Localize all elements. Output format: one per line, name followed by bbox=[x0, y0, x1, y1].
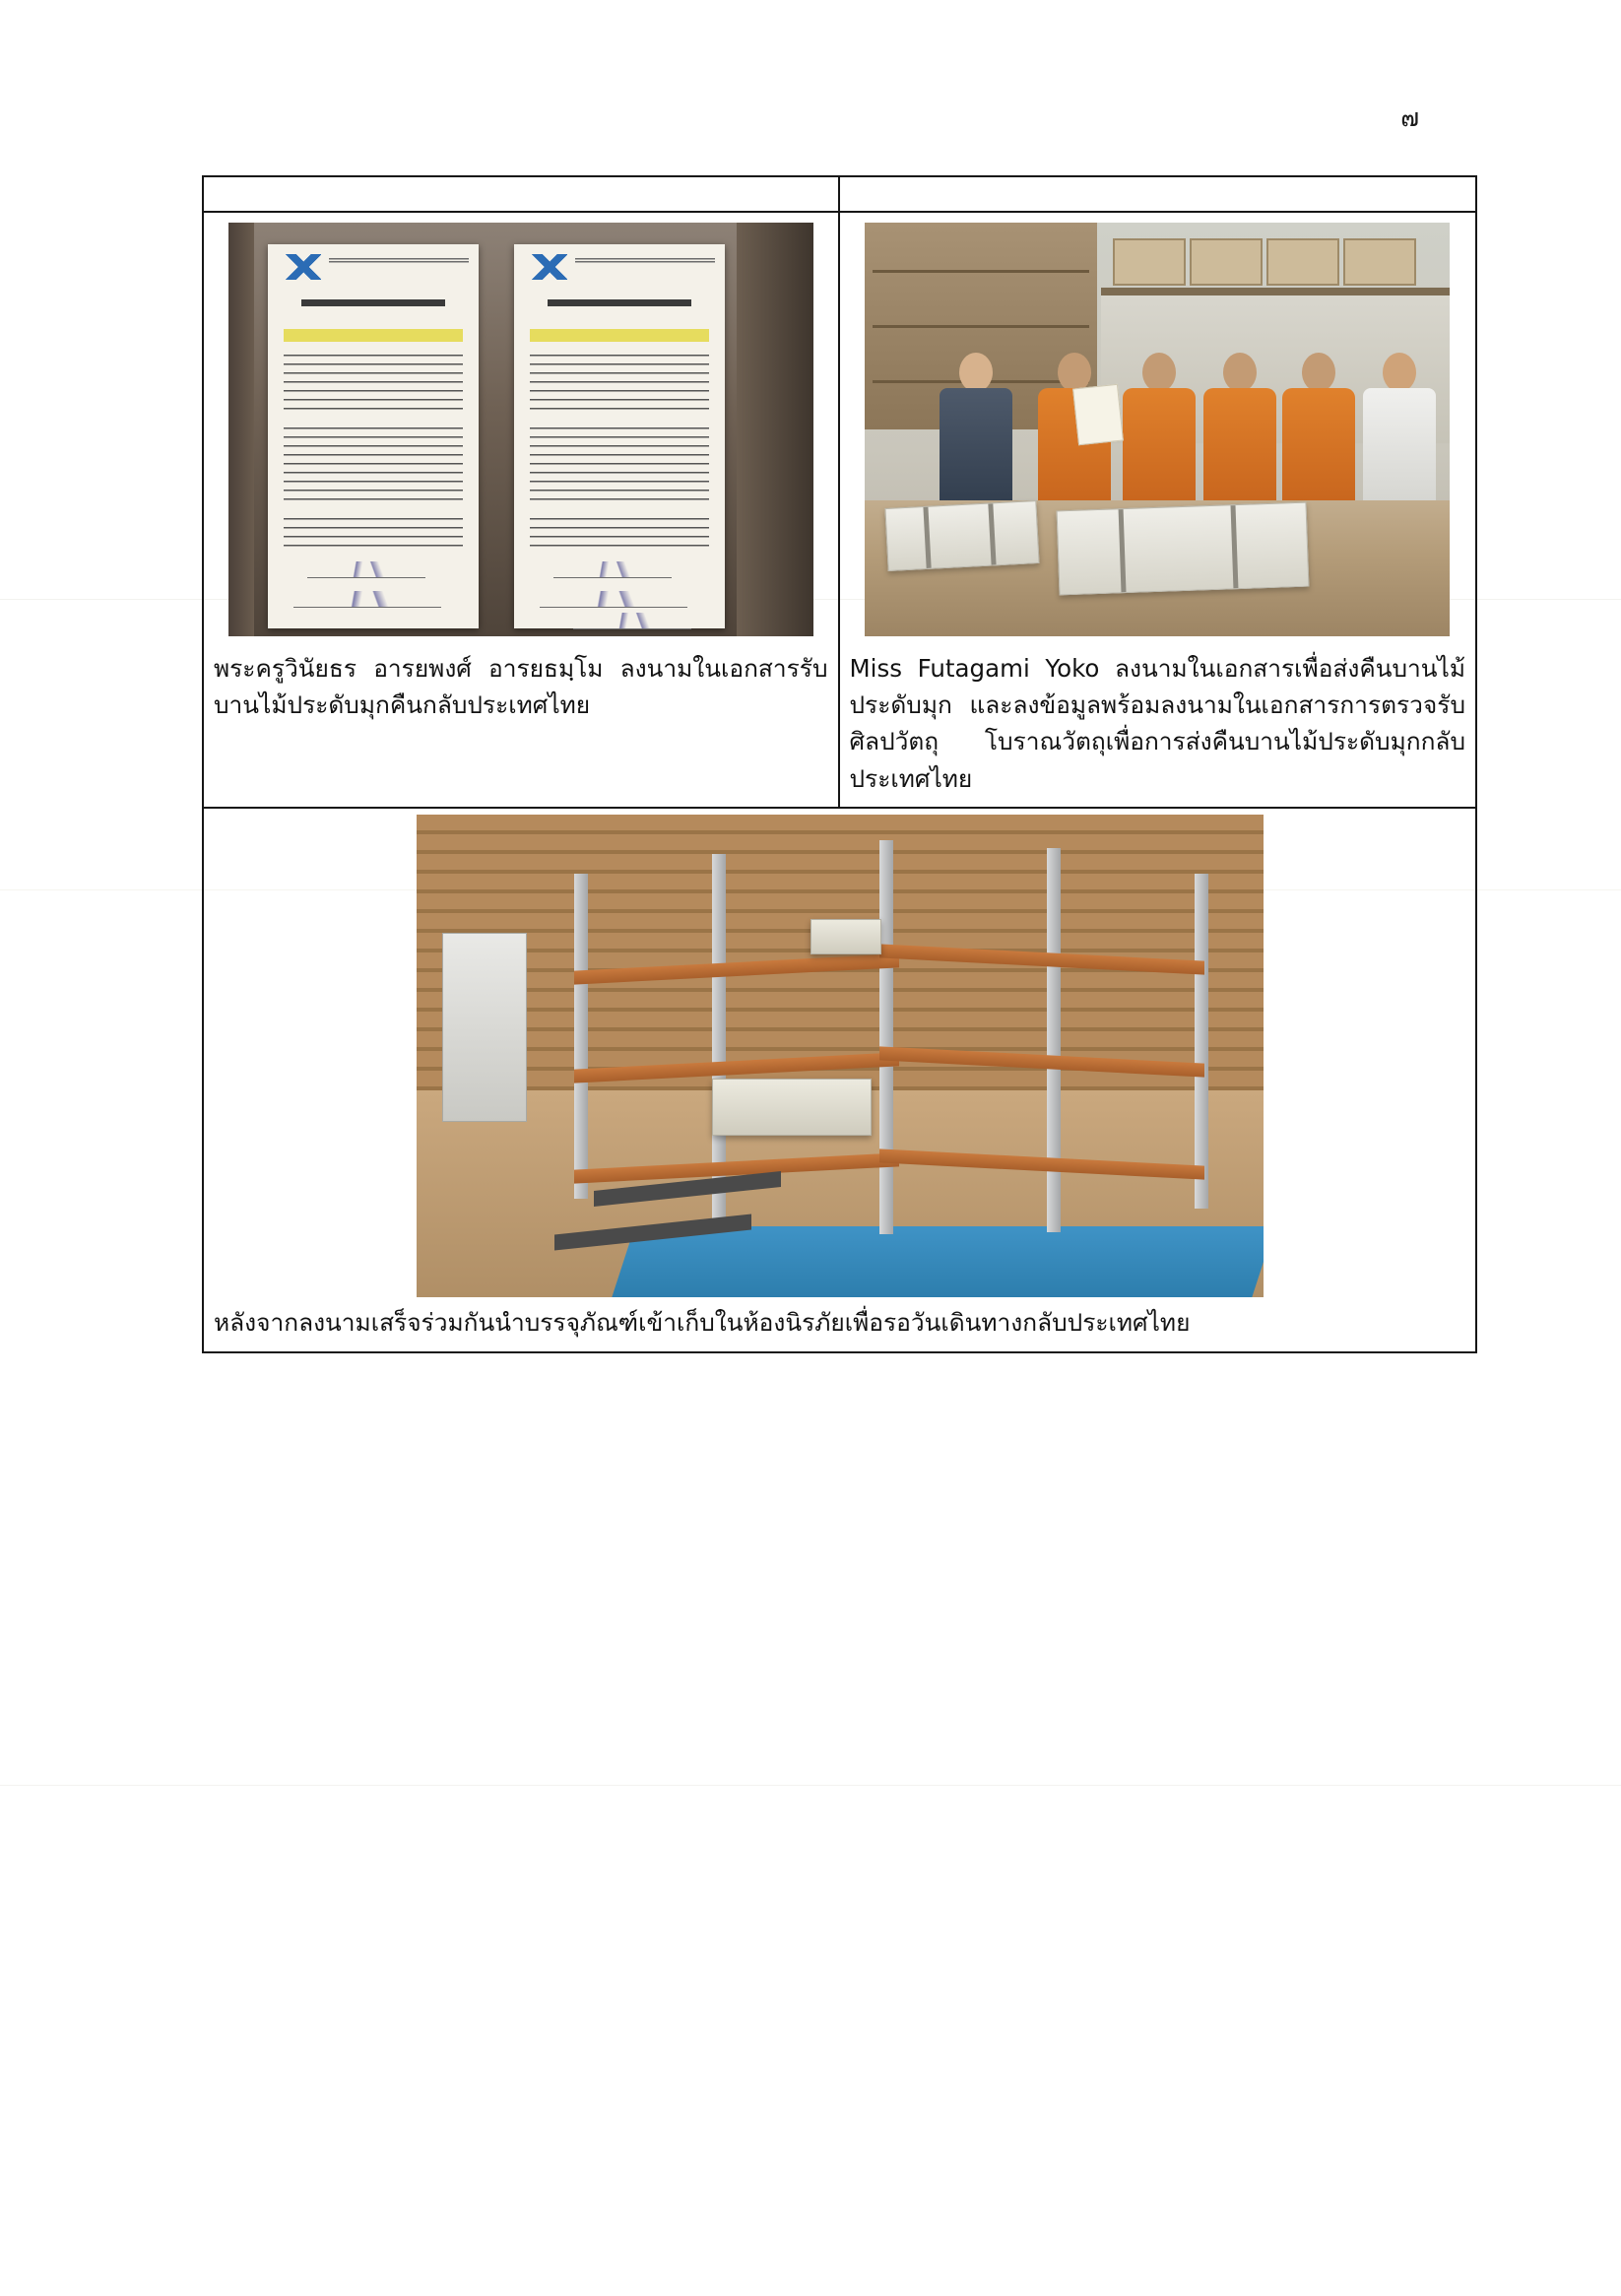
person-head bbox=[1302, 353, 1335, 392]
photo-wall-right bbox=[737, 223, 813, 636]
table-photo-row-1 bbox=[204, 213, 1475, 644]
rack-post bbox=[1047, 848, 1061, 1232]
blue-floor-mat bbox=[612, 1226, 1264, 1297]
storage-racks-photo bbox=[417, 815, 1264, 1297]
shelf-board bbox=[873, 325, 1089, 328]
package-strap bbox=[1231, 505, 1239, 588]
document-text-block bbox=[530, 518, 709, 552]
table-cell-photo-storage bbox=[204, 809, 1475, 1297]
person-monk bbox=[1203, 353, 1276, 518]
signature-mark bbox=[573, 613, 691, 629]
wrapped-package bbox=[1057, 502, 1310, 596]
caption-signing-documents: พระครูวินัยธร อารยพงศ์ อารยธมฺโม ลงนามในเอกสารรับบานไม้ประดับมุกคืนกลับประเทศไทย bbox=[204, 644, 840, 809]
document-header-text bbox=[329, 258, 469, 264]
rack-post bbox=[1195, 874, 1208, 1209]
person-monk bbox=[1282, 353, 1355, 518]
storage-box bbox=[1343, 238, 1416, 286]
caption-group-handover: Miss Futagami Yoko ลงนามในเอกสารเพื่อส่งคืนบานไม้ประดับมุก และลงข้อมูลพร้อมลงนามในเอกสารการตรวจรับศิลปวัตถุ โบราณวัตถุเพื่อการส่งคืนบานไม้ประดับมุกกลับประเทศไทย bbox=[840, 644, 1476, 809]
wrapped-package bbox=[712, 1079, 872, 1136]
document-highlight-band bbox=[530, 329, 709, 342]
person-body bbox=[1282, 388, 1355, 518]
document-highlight-band bbox=[284, 329, 463, 342]
scan-artifact-line bbox=[0, 1785, 1621, 1786]
person-man bbox=[1363, 353, 1436, 518]
signature-mark bbox=[553, 561, 672, 578]
table-top-strip-row bbox=[204, 177, 1475, 213]
signing-documents-photo bbox=[228, 223, 813, 636]
storage-box bbox=[1113, 238, 1186, 286]
person-head bbox=[1223, 353, 1257, 392]
document-text-block bbox=[530, 355, 709, 414]
table-caption-row-1 bbox=[204, 644, 1475, 809]
signature-mark bbox=[307, 561, 425, 578]
document-sheet-left bbox=[268, 244, 479, 628]
document-text-block bbox=[284, 518, 463, 552]
page-number: ๗ bbox=[1400, 103, 1419, 132]
equipment-cabinet bbox=[442, 933, 527, 1122]
organization-logo-icon bbox=[282, 254, 321, 280]
table-top-strip-left bbox=[204, 177, 840, 213]
signature-mark bbox=[540, 591, 687, 608]
wrapped-package bbox=[885, 500, 1040, 571]
package-strap bbox=[989, 503, 997, 564]
organization-logo-icon bbox=[528, 254, 567, 280]
photo-caption-table bbox=[202, 175, 1477, 1353]
person-body bbox=[1123, 388, 1196, 518]
signature-mark bbox=[293, 591, 441, 608]
document-text-block bbox=[284, 427, 463, 504]
held-document bbox=[1072, 384, 1124, 445]
document-sheet-right bbox=[514, 244, 725, 628]
storage-box bbox=[1190, 238, 1263, 286]
table-photo-row-2 bbox=[204, 809, 1475, 1297]
document-text-block bbox=[530, 427, 709, 504]
rack-post bbox=[574, 874, 588, 1199]
package-strap bbox=[1119, 509, 1127, 592]
storage-box bbox=[1266, 238, 1339, 286]
upper-shelf-board bbox=[1101, 288, 1450, 295]
person-body bbox=[940, 388, 1012, 518]
person-woman bbox=[940, 353, 1012, 518]
document-header-text bbox=[575, 258, 715, 264]
person-head bbox=[1383, 353, 1416, 392]
group-monks-handover-photo bbox=[865, 223, 1450, 636]
table-top-strip-right bbox=[840, 177, 1476, 213]
person-head bbox=[959, 353, 993, 392]
person-monk bbox=[1123, 353, 1196, 518]
package-strap bbox=[924, 507, 932, 568]
person-body bbox=[1203, 388, 1276, 518]
shelf-board bbox=[873, 270, 1089, 273]
rack-post bbox=[879, 840, 893, 1234]
table-cell-photo-signing bbox=[204, 213, 840, 644]
document-text-block bbox=[284, 355, 463, 414]
table-caption-row-2 bbox=[204, 1297, 1475, 1351]
caption-storage-racks: หลังจากลงนามเสร็จร่วมกันนำบรรจุภัณฑ์เข้าเก็บในห้องนิรภัยเพื่อรอวันเดินทางกลับประเทศไทย bbox=[214, 1307, 1191, 1337]
document-title-line bbox=[548, 299, 691, 306]
photo-wall-left bbox=[228, 223, 254, 636]
wrapped-package bbox=[810, 919, 881, 954]
person-body bbox=[1363, 388, 1436, 518]
document-title-line bbox=[301, 299, 445, 306]
table-cell-photo-group bbox=[840, 213, 1476, 644]
person-head bbox=[1142, 353, 1176, 392]
